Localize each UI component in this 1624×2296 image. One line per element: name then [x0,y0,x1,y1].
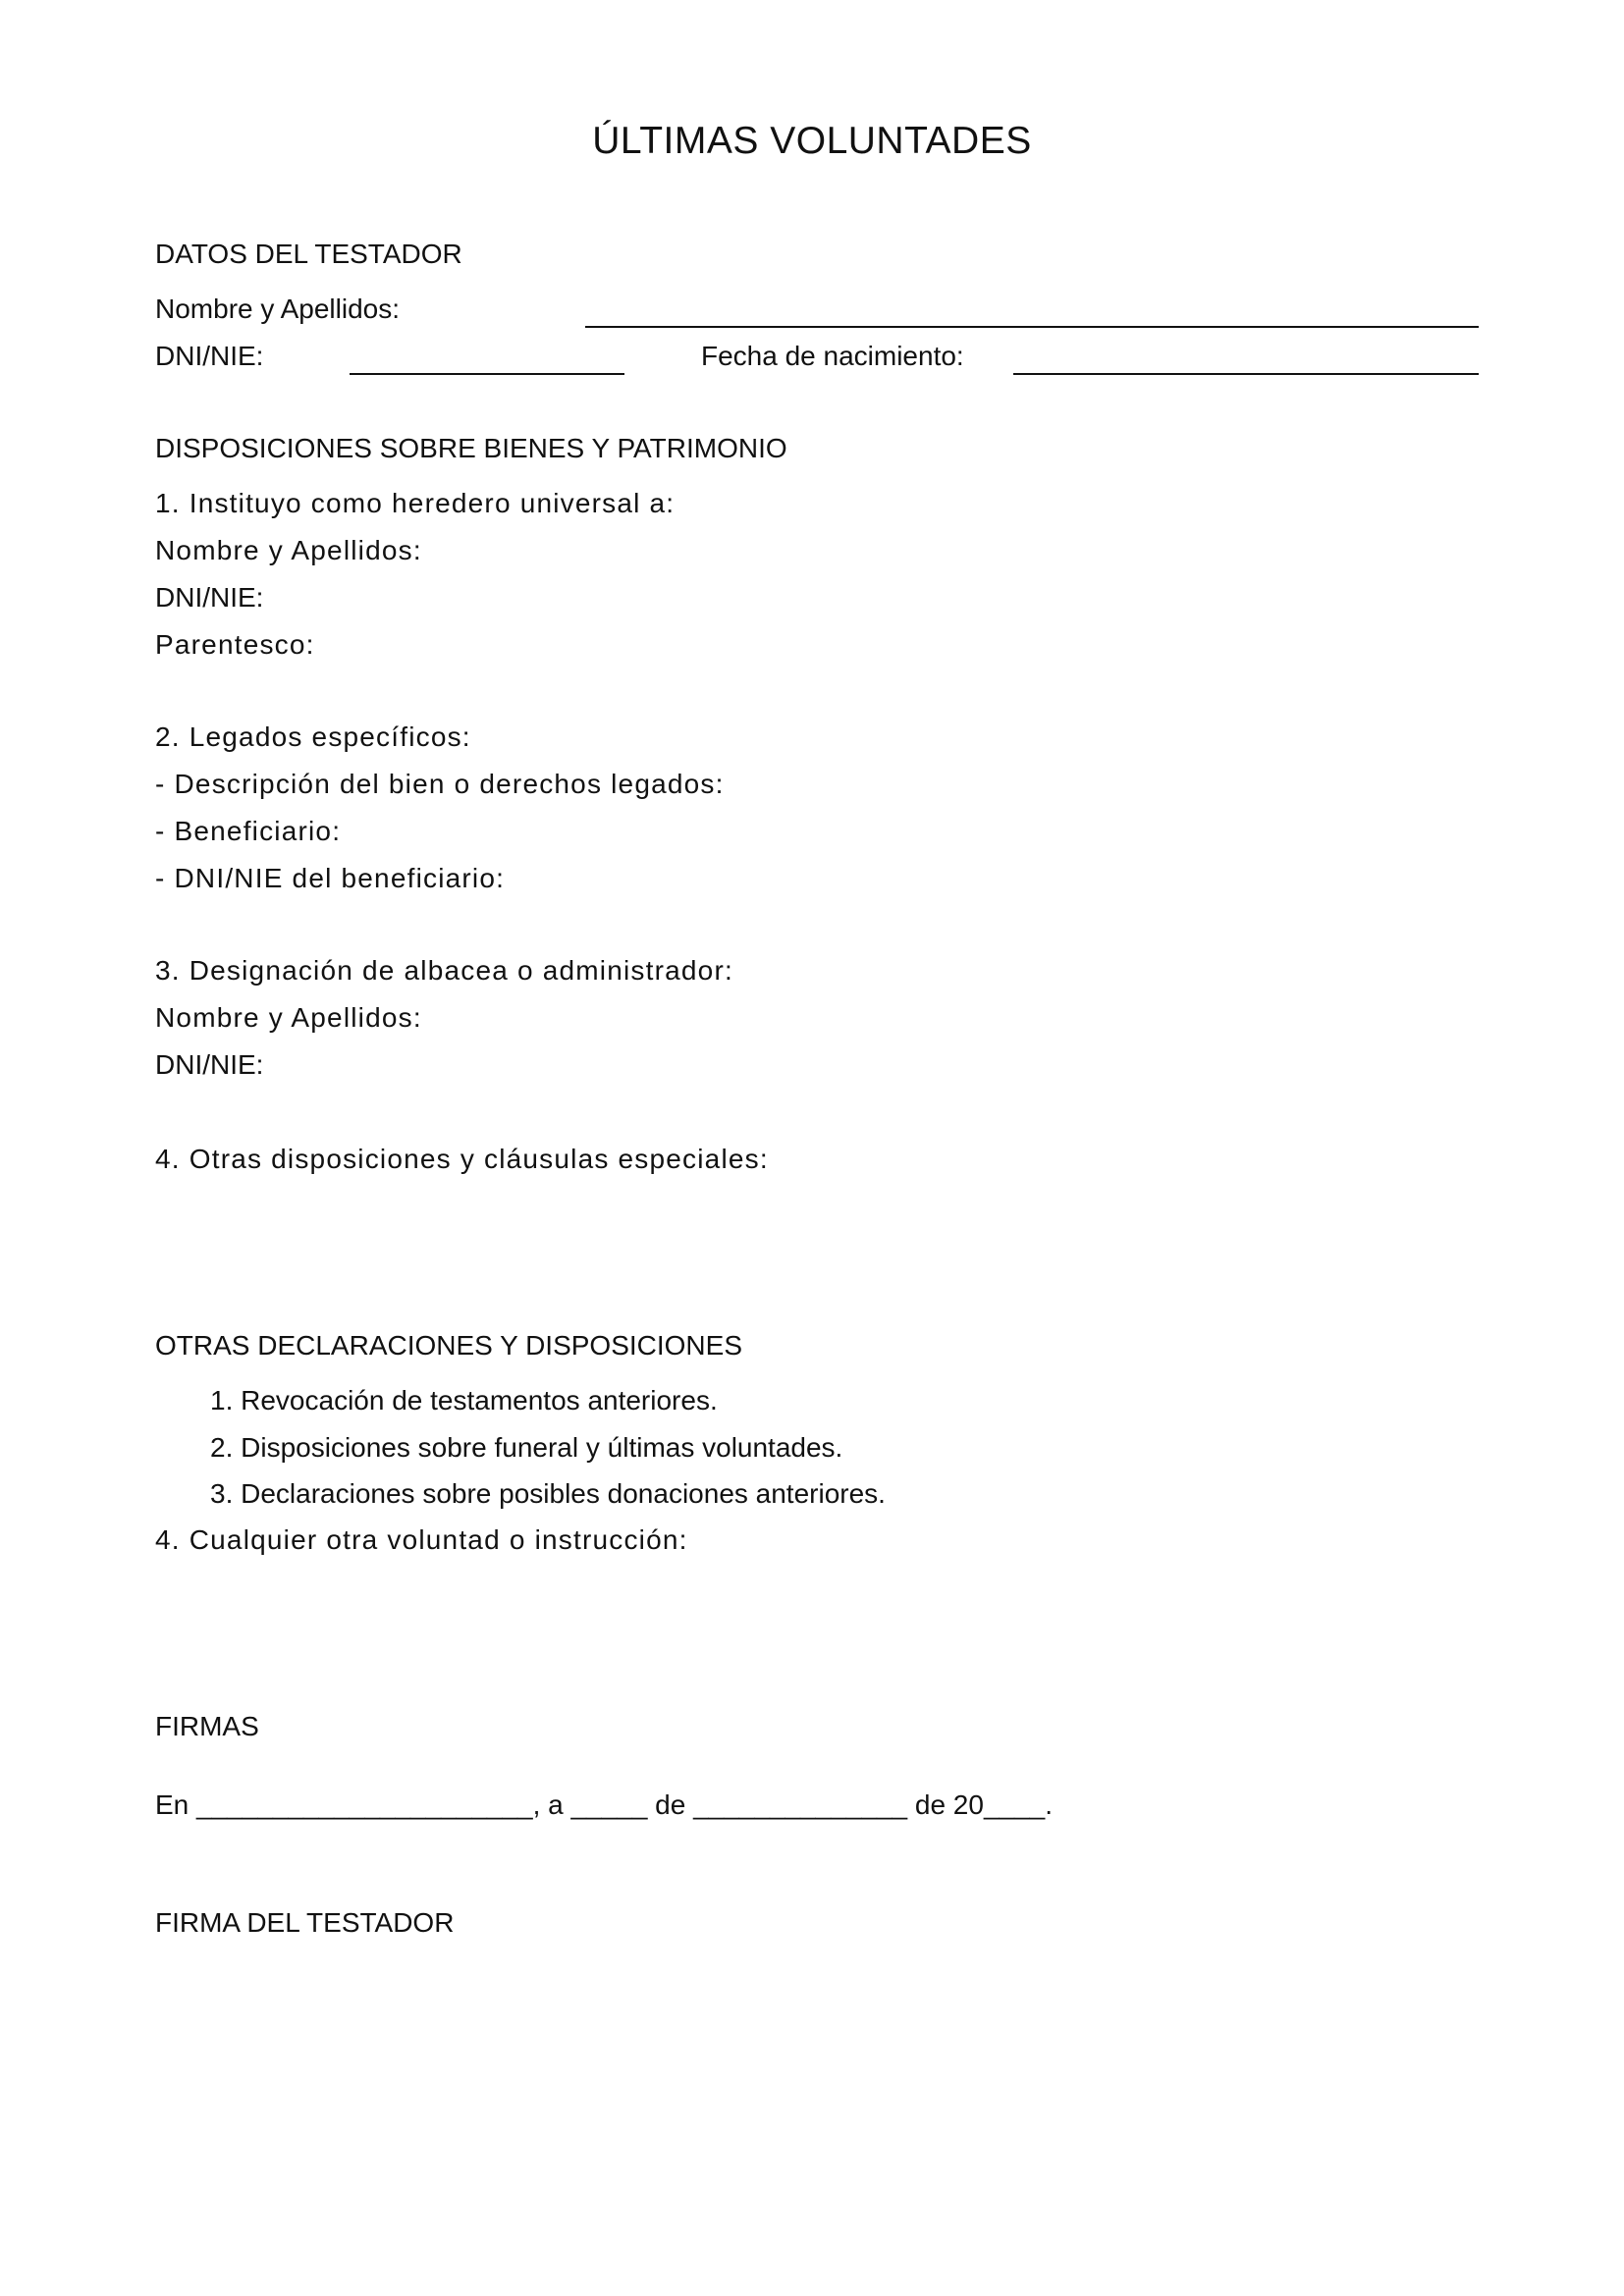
testator-signature-label: FIRMA DEL TESTADOR [155,1907,455,1938]
testator-name-field[interactable] [585,296,1479,328]
executor-title: 3. Designación de albacea o administrador: [155,955,733,986]
place-date-line[interactable]: En ______________________, a _____ de ______________ de 20____. [155,1789,1054,1820]
legacy-beneficiary-label: - Beneficiario: [155,816,342,846]
legacies-title: 2. Legados específicos: [155,721,471,752]
legacy-description-label: - Descripción del bien o derechos legados: [155,769,725,799]
assets-heading: DISPOSICIONES SOBRE BIENES Y PATRIMONIO [155,433,787,463]
executor-id-label: DNI/NIE: [155,1049,264,1080]
testator-id-field[interactable] [350,344,624,375]
declaration-item: 3. Declaraciones sobre posibles donaciones anteriores. [210,1478,886,1509]
testator-heading: DATOS DEL TESTADOR [155,239,462,269]
testator-id-label: DNI/NIE: [155,341,264,371]
other-provisions-title: 4. Otras disposiciones y cláusulas especiales: [155,1144,769,1174]
testator-name-label: Nombre y Apellidos: [155,294,401,324]
declarations-heading: OTRAS DECLARACIONES Y DISPOSICIONES [155,1330,743,1361]
signatures-heading: FIRMAS [155,1711,259,1741]
heir-relation-label: Parentesco: [155,629,315,660]
testator-birth-label: Fecha de nacimiento: [701,341,964,371]
legacy-beneficiary-id-label: - DNI/NIE del beneficiario: [155,863,506,893]
heir-id-label: DNI/NIE: [155,582,264,613]
heir-title: 1. Instituyo como heredero universal a: [155,488,676,518]
testator-birth-field[interactable] [1013,344,1479,375]
declaration-last-item: 4. Cualquier otra voluntad o instrucción: [155,1524,688,1555]
heir-name-label: Nombre y Apellidos: [155,535,422,565]
declaration-item: 2. Disposiciones sobre funeral y últimas voluntades. [210,1432,843,1463]
document-title: ÚLTIMAS VOLUNTADES [592,120,1032,162]
declaration-item: 1. Revocación de testamentos anteriores. [210,1385,718,1415]
executor-name-label: Nombre y Apellidos: [155,1002,422,1033]
